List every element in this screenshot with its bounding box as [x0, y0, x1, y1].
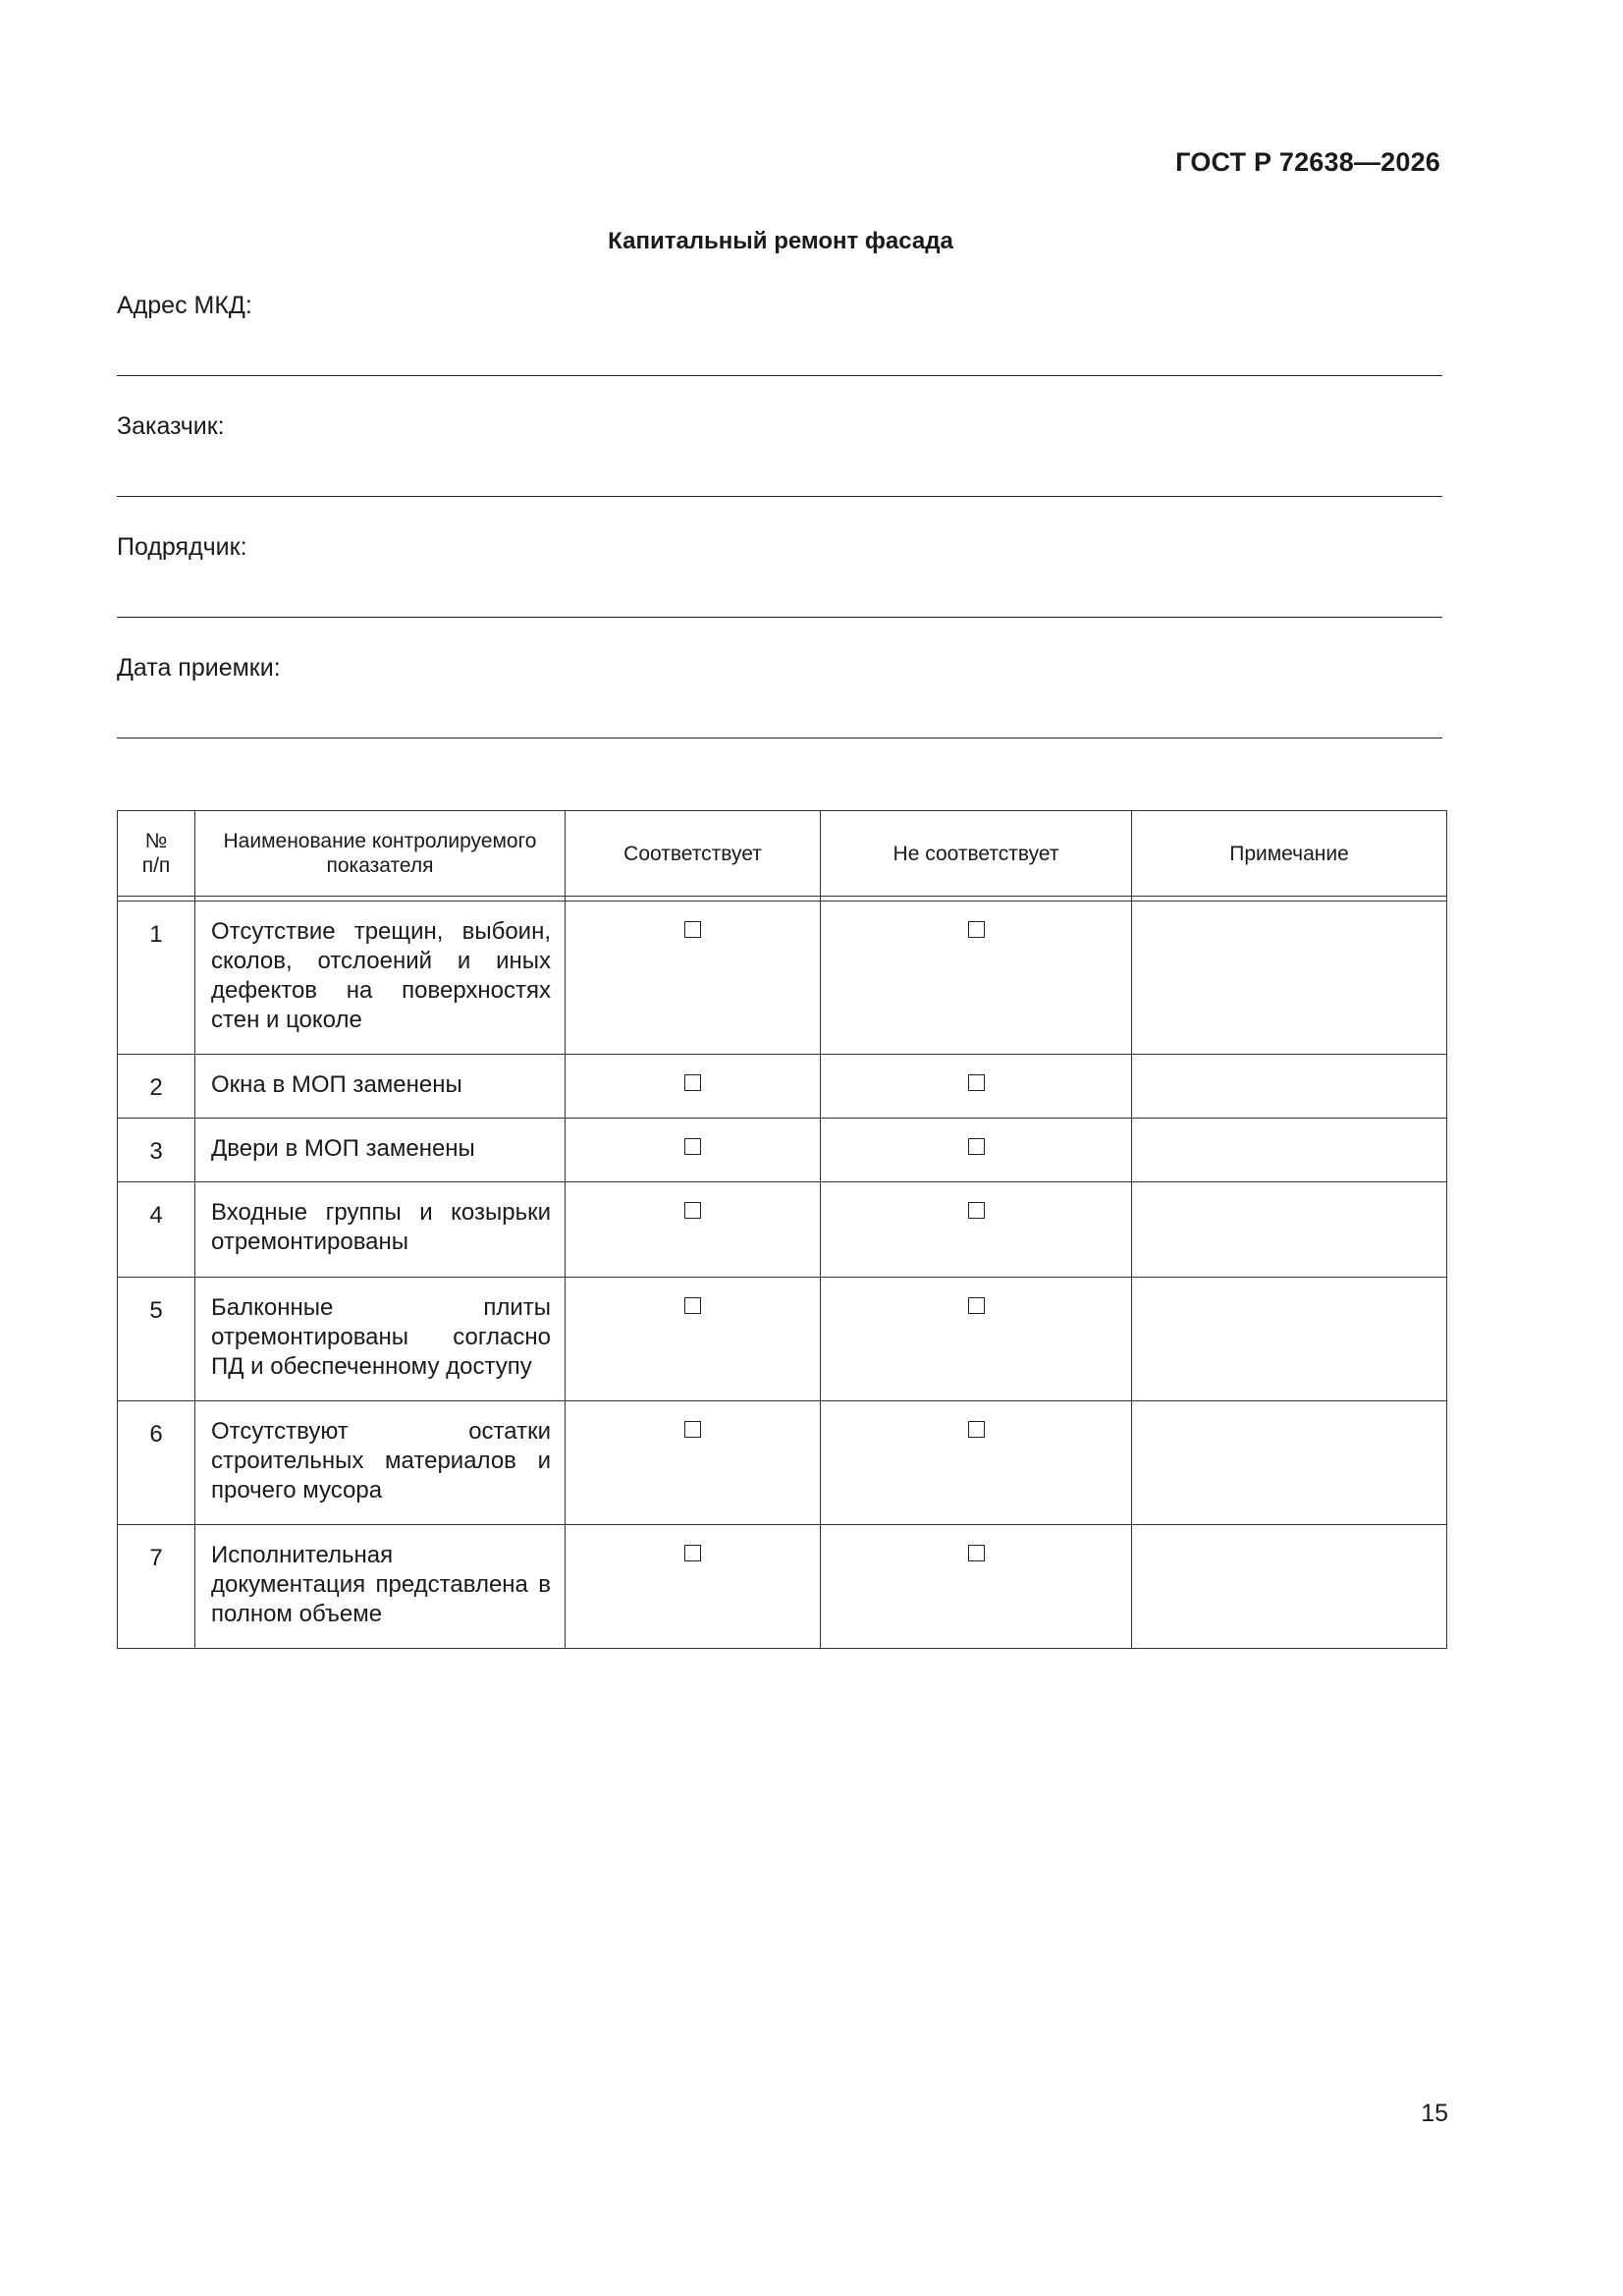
complies-cell — [566, 1055, 821, 1119]
complies-cell — [566, 1182, 821, 1278]
col-header-not-complies: Не соответствует — [821, 811, 1132, 897]
complies-checkbox[interactable] — [684, 1297, 701, 1314]
not-complies-checkbox[interactable] — [968, 1202, 985, 1219]
not-complies-cell — [821, 1401, 1132, 1525]
note-cell[interactable] — [1132, 1401, 1447, 1525]
note-cell[interactable] — [1132, 1278, 1447, 1401]
complies-cell — [566, 1278, 821, 1401]
row-number: 1 — [118, 902, 195, 1055]
row-indicator-name: Балконные плиты отремонтированы согласно ПД и обеспеченному доступу — [195, 1278, 566, 1401]
complies-checkbox[interactable] — [684, 1138, 701, 1155]
not-complies-checkbox[interactable] — [968, 1545, 985, 1561]
note-cell[interactable] — [1132, 1525, 1447, 1649]
col-header-indicator: Наименование контролируемого показателя — [195, 811, 566, 897]
note-cell[interactable] — [1132, 1182, 1447, 1278]
note-cell[interactable] — [1132, 1055, 1447, 1119]
not-complies-cell — [821, 1182, 1132, 1278]
note-cell[interactable] — [1132, 902, 1447, 1055]
field-address-label: Адрес МКД: — [117, 292, 252, 319]
complies-checkbox[interactable] — [684, 921, 701, 938]
complies-checkbox[interactable] — [684, 1545, 701, 1561]
field-acceptance-date-label: Дата приемки: — [117, 654, 281, 682]
complies-cell — [566, 902, 821, 1055]
row-number: 2 — [118, 1055, 195, 1119]
document-title: Капитальный ремонт фасада — [608, 228, 953, 254]
row-indicator-name: Отсутствуют остатки строительных материалов и прочего мусора — [195, 1401, 566, 1525]
not-complies-checkbox[interactable] — [968, 1138, 985, 1155]
complies-cell — [566, 1119, 821, 1182]
field-acceptance-date — [117, 653, 1442, 683]
row-number: 4 — [118, 1182, 195, 1278]
not-complies-cell — [821, 1525, 1132, 1649]
table-row — [118, 1182, 1447, 1278]
field-contractor-line[interactable] — [117, 617, 1442, 618]
row-indicator-name: Двери в МОП заменены — [195, 1119, 566, 1182]
complies-checkbox[interactable] — [684, 1074, 701, 1091]
not-complies-checkbox[interactable] — [968, 1297, 985, 1314]
table-row — [118, 1055, 1447, 1119]
complies-cell — [566, 1525, 821, 1649]
table-row — [118, 902, 1447, 1055]
not-complies-cell — [821, 1119, 1132, 1182]
row-indicator-name: Входные группы и козырьки отремонтированы — [195, 1182, 566, 1278]
row-indicator-name: Окна в МОП заменены — [195, 1055, 566, 1119]
not-complies-cell — [821, 1278, 1132, 1401]
standard-code: ГОСТ Р 72638—2026 — [1175, 147, 1440, 177]
not-complies-cell — [821, 902, 1132, 1055]
table-row — [118, 1119, 1447, 1182]
col-header-number: № п/п — [118, 811, 195, 897]
col-header-note: Примечание — [1132, 811, 1447, 897]
not-complies-cell — [821, 1055, 1132, 1119]
complies-checkbox[interactable] — [684, 1202, 701, 1219]
not-complies-checkbox[interactable] — [968, 1074, 985, 1091]
complies-checkbox[interactable] — [684, 1421, 701, 1438]
not-complies-checkbox[interactable] — [968, 1421, 985, 1438]
field-address-line[interactable] — [117, 375, 1442, 376]
note-cell[interactable] — [1132, 1119, 1447, 1182]
row-number: 5 — [118, 1278, 195, 1401]
checklist-table — [117, 810, 1447, 1649]
table-row — [118, 1278, 1447, 1401]
row-indicator-name: Отсутствие трещин, выбоин, сколов, отслоений и иных дефектов на поверхностях стен и цоколе — [195, 902, 566, 1055]
page-number: 15 — [1421, 2100, 1448, 2127]
row-number: 3 — [118, 1119, 195, 1182]
field-customer-label: Заказчик: — [117, 412, 225, 440]
complies-cell — [566, 1401, 821, 1525]
field-customer-line[interactable] — [117, 496, 1442, 497]
field-customer — [117, 411, 1442, 441]
row-indicator-name: Исполнительная документация представлена в полном объеме — [195, 1525, 566, 1649]
row-number: 7 — [118, 1525, 195, 1649]
field-address — [117, 291, 1442, 320]
table-header-row — [118, 811, 1447, 897]
table-row — [118, 1525, 1447, 1649]
field-contractor-label: Подрядчик: — [117, 533, 247, 561]
not-complies-checkbox[interactable] — [968, 921, 985, 938]
table-row — [118, 1401, 1447, 1525]
field-contractor — [117, 532, 1442, 562]
row-number: 6 — [118, 1401, 195, 1525]
col-header-complies: Соответствует — [566, 811, 821, 897]
